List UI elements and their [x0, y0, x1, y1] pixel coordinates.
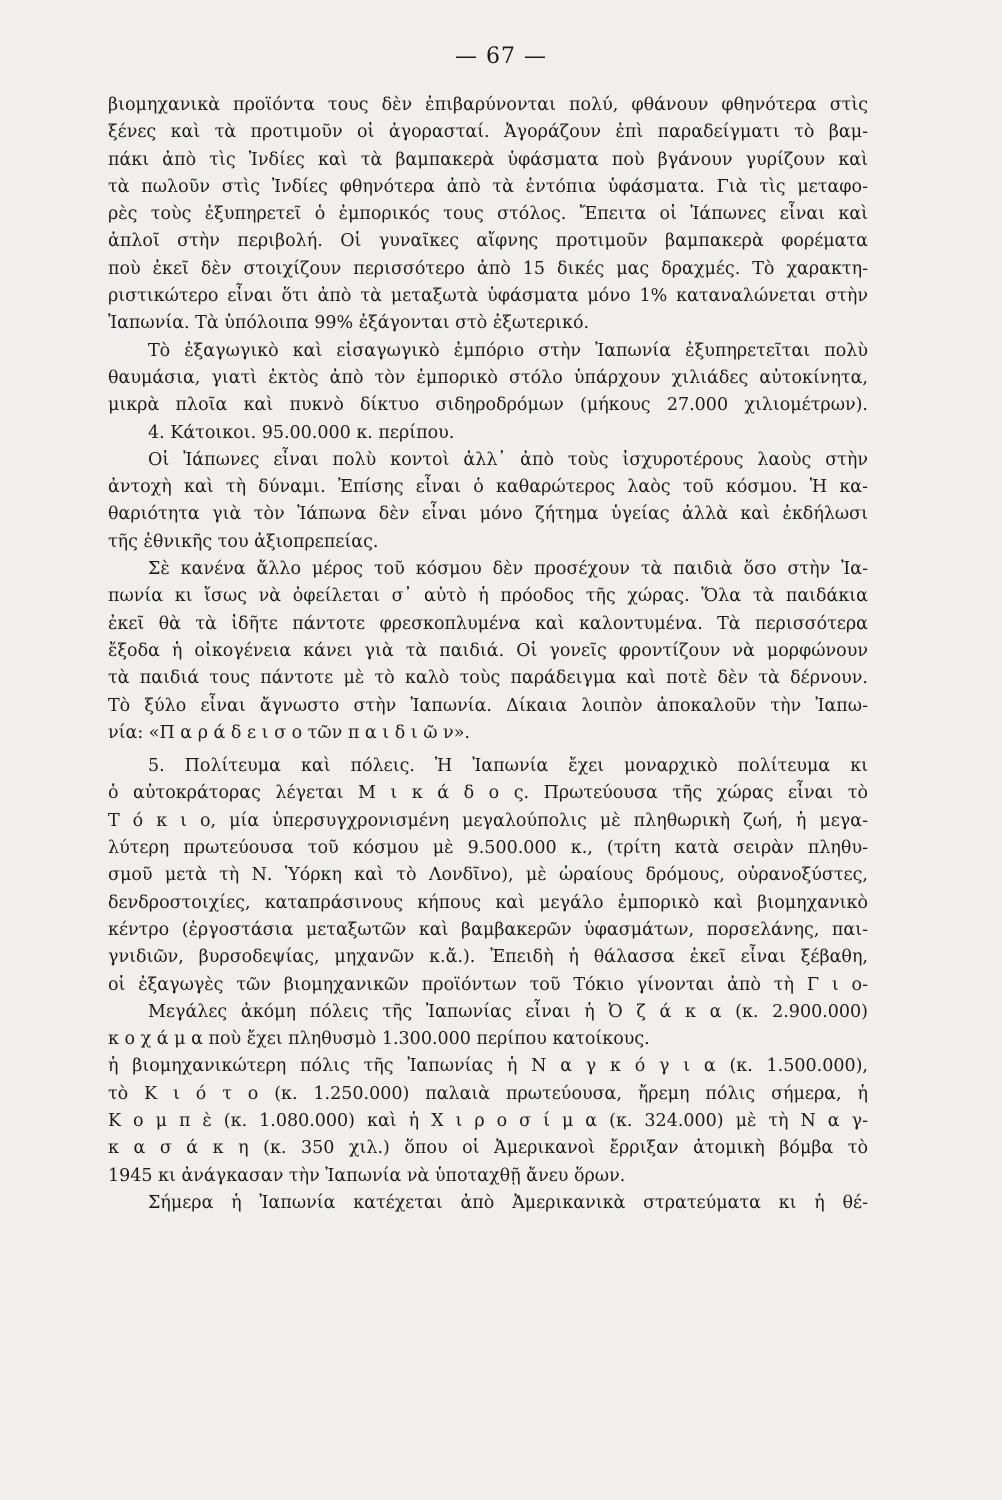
text-line: ποὺ ἐκεῖ δὲν στοιχίζουν περισσότερο ἀπὸ 15 δικές μας δραχμές. Τὸ χαρακτη- — [108, 258, 868, 279]
text-line: ἔξοδα ἡ οἰκογένεια κάνει γιὰ τὰ παιδιά. Οἱ γονεῖς φροντίζουν νὰ μορφώνουν — [108, 640, 868, 661]
text-line: τὸ Κ ι ό τ ο (κ. 1.250.000) παλαιὰ πρωτεύουσα, ἤρεμη πόλις σήμερα, ἡ — [108, 1083, 868, 1104]
text-line: θαυμάσια, γιατὶ ἐκτὸς ἀπὸ τὸν ἐμπορικὸ στόλο ὑπάρχουν χιλιάδες αὐτοκίνητα, — [108, 367, 868, 388]
text-line: κ α σ ά κ η (κ. 350 χιλ.) ὅπου οἱ Ἀμερικανοὶ ἔρριξαν ἀτομικὴ βόμβα τὸ — [108, 1138, 868, 1159]
text-line: ριστικώτερο εἶναι ὅτι ἀπὸ τὰ μεταξωτὰ ὑφάσματα μόνο 1% καταναλώνεται στὴν — [108, 286, 868, 307]
section-heading-line: 4. Κάτοικοι. 95.00.000 κ. περίπου. — [148, 422, 455, 443]
text-line: οἱ ἐξαγωγὲς τῶν βιομηχανικῶν προϊόντων τοῦ Τόκιο γίνονται ἀπὸ τὴ Γ ι ο- — [108, 974, 868, 995]
text-line: Τὸ ἐξαγωγικὸ καὶ εἰσαγωγικὸ ἐμπόριο στὴν Ἰαπωνία ἐξυπηρετεῖται πολὺ — [148, 340, 868, 361]
page-number: — 67 — — [455, 44, 547, 69]
text-line: τὰ πωλοῦν στὶς Ἰνδίες φθηνότερα ἀπὸ τὰ ἐντόπια ὑφάσματα. Γιὰ τὶς μεταφο- — [108, 176, 868, 197]
text-line: ἀντοχὴ καὶ τὴ δύναμι. Ἐπίσης εἶναι ὁ καθαρώτερος λαὸς τοῦ κόσμου. Ἡ κα- — [108, 477, 868, 498]
text-line: τὰ παιδιά τους πάντοτε μὲ τὸ καλὸ τοὺς παράδειγμα καὶ ποτὲ δὲν τὰ δέρνουν. — [108, 668, 868, 689]
text-line: σμοῦ μετὰ τὴ Ν. Ὑόρκη καὶ τὸ Λονδῖνο), μὲ ὡραίους δρόμους, οὐρανοξύστες, — [108, 865, 868, 886]
text-line: ἐκεῖ θὰ τὰ ἰδῆτε πάντοτε φρεσκοπλυμένα καὶ καλοντυμένα. Τὰ περισσότερα — [108, 613, 868, 634]
text-line: Κ ο μ π ὲ (κ. 1.080.000) καὶ ἡ Χ ι ρ ο σ ί μ α (κ. 324.000) μὲ τὴ Ν α γ- — [108, 1110, 868, 1131]
text-line: κέντρο (ἐργοστάσια μεταξωτῶν καὶ βαμβακερῶν ὑφασμάτων, πορσελάνης, παι- — [108, 919, 868, 940]
text-line: ξένες καὶ τὰ προτιμοῦν οἱ ἀγορασταί. Ἀγοράζουν ἐπὶ παραδείγματι τὸ βαμ- — [108, 122, 868, 143]
text-line: βιομηχανικὰ προϊόντα τους δὲν ἐπιβαρύνονται πολύ, φθάνουν φθηνότερα στὶς — [108, 95, 868, 115]
text-line: νία: «Π α ρ ά δ ε ι σ ο τῶν π α ι δ ι ῶ ν». — [108, 722, 470, 743]
text-line: Μεγάλες ἀκόμη πόλεις τῆς Ἰαπωνίας εἶναι ἡ Ὀ ζ ά κ α (κ. 2.900.000) — [148, 1001, 868, 1022]
text-line: Ἰαπωνία. Τὰ ὑπόλοιπα 99% ἐξάγονται στὸ ἐξωτερικό. — [108, 313, 590, 334]
text-line: ὁ αὐτοκράτορας λέγεται Μ ι κ ά δ ο ς. Πρωτεύουσα τῆς χώρας εἶναι τὸ — [108, 783, 868, 804]
text-line: Τ ό κ ι ο, μία ὑπερσυγχρονισμένη μεγαλούπολις μὲ πληθωρικὴ ζωή, ἡ μεγα- — [108, 810, 868, 831]
text-line: κ ο χ ά μ α ποὺ ἔχει πληθυσμὸ 1.300.000 περίπου κατοίκους. — [108, 1029, 650, 1050]
text-line: μικρὰ πλοῖα καὶ πυκνὸ δίκτυο σιδηροδρόμων (μήκους 27.000 χιλιομέτρων). — [108, 395, 868, 416]
text-line: Τὸ ξύλο εἶναι ἄγνωστο στὴν Ἰαπωνία. Δίκαια λοιπὸν ἀποκαλοῦν τὴν Ἰαπω- — [108, 695, 868, 716]
text-line: ἡ βιομηχανικώτερη πόλις τῆς Ἰαπωνίας ἡ Ν α γ κ ό γ ι α (κ. 1.500.000), — [108, 1056, 868, 1077]
text-line: Οἱ Ἰάπωνες εἶναι πολὺ κοντοὶ ἀλλ᾽ ἀπὸ τοὺς ἰσχυροτέρους λαοὺς στὴν — [148, 449, 868, 470]
text-line: ἁπλοῖ στὴν περιβολή. Οἱ γυναῖκες αἴφνης προτιμοῦν βαμπακερὰ φορέματα — [108, 231, 868, 252]
body-text — [108, 92, 868, 1217]
text-line: ρὲς τοὺς ἐξυπηρετεῖ ὁ ἐμπορικός τους στόλος. Ἔπειτα οἱ Ἰάπωνες εἶναι καὶ — [108, 204, 868, 225]
text-line: γνιδιῶν, βυρσοδεψίας, μηχανῶν κ.ἄ.). Ἐπειδὴ ἡ θάλασσα ἐκεῖ εἶναι ξέβαθη, — [108, 947, 868, 968]
text-line: 1945 κι ἀνάγκασαν τὴν Ἰαπωνία νὰ ὑποταχθῇ ἄνευ ὅρων. — [108, 1165, 626, 1186]
text-line: πωνία κι ἴσως νὰ ὀφείλεται σ᾽ αὐτὸ ἡ πρόοδος τῆς χώρας. Ὅλα τὰ παιδάκια — [108, 586, 868, 607]
text-line: Σὲ κανένα ἄλλο μέρος τοῦ κόσμου δὲν προσέχουν τὰ παιδιὰ ὅσο στὴν Ἰα- — [148, 559, 868, 580]
text-line: πάκι ἀπὸ τὶς Ἰνδίες καὶ τὰ βαμπακερὰ ὑφάσματα ποὺ βγάνουν γυρίζουν καὶ — [108, 149, 868, 170]
section-heading-line: 5. Πολίτευμα καὶ πόλεις. Ἡ Ἰαπωνία ἔχει μοναρχικὸ πολίτευμα κι — [148, 756, 868, 777]
text-line: λύτερη πρωτεύουσα τοῦ κόσμου μὲ 9.500.000 κ., (τρίτη κατὰ σειρὰν πληθυ- — [108, 838, 868, 859]
text-line: θαριότητα γιὰ τὸν Ἰάπωνα δὲν εἶναι μόνο ζήτημα ὑγείας ἀλλὰ καὶ ἐκδήλωσι — [108, 504, 868, 525]
text-line: Σήμερα ἡ Ἰαπωνία κατέχεται ἀπὸ Ἀμερικανικὰ στρατεύματα κι ἡ θέ- — [148, 1192, 868, 1213]
text-line: δενδροστοιχίες, καταπράσινους κήπους καὶ μεγάλο ἐμπορικὸ καὶ βιομηχανικὸ — [108, 892, 868, 913]
text-line: τῆς ἐθνικῆς του ἀξιοπρεπείας. — [108, 531, 379, 552]
